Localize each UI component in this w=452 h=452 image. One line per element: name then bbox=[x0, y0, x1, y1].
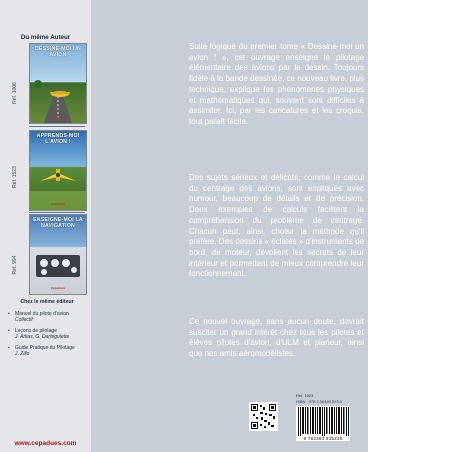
qr-code-icon[interactable] bbox=[249, 402, 278, 431]
publisher-logo: Cépaduès bbox=[50, 286, 66, 290]
cockpit-illustration bbox=[30, 215, 86, 294]
sidebar bbox=[0, 0, 91, 452]
publisher-heading: Chez le même éditeur bbox=[20, 299, 74, 305]
isbn-text: ISBN : 978.2.36493.523.5 bbox=[296, 399, 343, 404]
airplane-illustration bbox=[30, 131, 86, 210]
description-paragraph-1: Suite logique du premier tome « Dessine-moi un avion ! », cet ouvrage enseigne le pilotage élémentaire des avions par le dessin. Toujours fidèle à la bande dessinée, ce nouveau livre, plus technique, explique les phénomènes physiques et mathématiques qui, souvent sont difficiles à assimiler. Ici, par les caricatures et les croquis, tout paraît facile. bbox=[189, 42, 364, 126]
book-cover-1[interactable] bbox=[29, 43, 87, 124]
barcode-number: 9 782364 935235 bbox=[296, 436, 350, 441]
barcode-icon bbox=[296, 406, 350, 436]
book-cover-title: DESSINE-MOI UN AVION bbox=[34, 46, 82, 58]
barcode-ref: Réf. 1523 bbox=[296, 393, 314, 398]
list-item[interactable]: • Leçons de pilotage J. Attias, G. Darteguiette bbox=[6, 328, 92, 340]
airplane-illustration bbox=[30, 44, 86, 123]
publisher-book-list bbox=[6, 311, 92, 362]
website-link[interactable]: www.cepadues.com bbox=[14, 440, 77, 447]
list-item[interactable]: • Manuel du pilote d'avion Collectif bbox=[6, 311, 92, 323]
book-cover-title: APPRENDS-MOI L'AVION ! bbox=[36, 133, 80, 145]
book-ref-3: Réf. 994 bbox=[12, 255, 18, 275]
author-heading: Du même Auteur bbox=[20, 34, 71, 41]
publisher-logo: Cépaduès bbox=[50, 202, 66, 206]
book-cover-2[interactable] bbox=[29, 130, 87, 211]
description-paragraph-3: Ce nouvel ouvrage, sans aucun doute, devrait susciter un grand intérêt chez tous les pilotes et élèves pilotes d'avion, d'ULM et planeur, ainsi que nos amis aéromodélistes. bbox=[189, 317, 364, 359]
list-item[interactable]: • Guide Pratique du Pilotage J. Zillo bbox=[6, 345, 92, 357]
book-cover-title: ENSEIGNE-MOI LA NAVIGATION bbox=[33, 217, 83, 229]
book-ref-2: Réf. 1523 bbox=[12, 166, 18, 188]
book-cover-3[interactable] bbox=[29, 214, 87, 295]
description-paragraph-2: Des sujets sérieux et délicats, comme le calcul du centrage des avions, sont expliqués avec humour, beaucoup de détails et de précision. Deux exemples de calculs facilitent la compréhension du problème de centrage. Chacun peut, ainsi, choisir la méthode qu'il préfère. Des dessins « éclatés » d'instruments de bord, de moteur, dévoilent les secrets de leur intérieur et permettent de mieux comprendre leur fonctionnement. bbox=[189, 173, 364, 279]
divider bbox=[29, 212, 85, 213]
barcode-block bbox=[296, 393, 350, 445]
divider bbox=[29, 126, 85, 127]
book-ref-1: Réf. 1006 bbox=[12, 82, 18, 104]
publisher-logo: Cépaduès bbox=[50, 115, 66, 119]
